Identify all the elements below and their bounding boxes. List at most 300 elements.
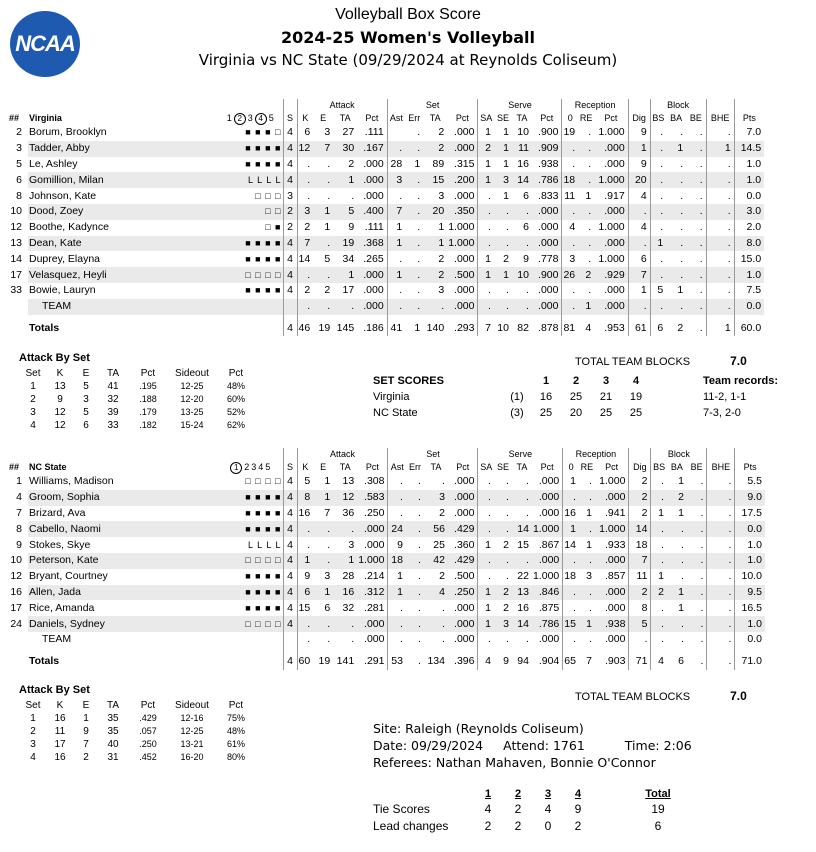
- col-spct: Pct: [455, 112, 469, 123]
- tie-set-header: 1: [484, 787, 492, 800]
- stat-srta: 6: [523, 189, 529, 202]
- sets-started: L L L L: [218, 172, 283, 188]
- stat-pts: 14.5: [734, 141, 764, 157]
- attack-by-set-cell: 80%: [226, 752, 245, 762]
- player-name: Cabello, Naomi: [28, 521, 218, 537]
- player-row: [8, 521, 765, 537]
- stat-r0: .: [563, 632, 579, 648]
- stat-se: .: [494, 553, 512, 569]
- stat-ta: .: [351, 633, 355, 646]
- group-header: [628, 99, 650, 111]
- stat-e: .: [327, 538, 331, 551]
- stat-s: 3: [283, 188, 297, 204]
- stat-be: .: [687, 521, 707, 537]
- col-ba: BA: [670, 461, 683, 472]
- stat-sa: 1: [478, 172, 494, 188]
- player-name: Le, Ashley: [29, 157, 78, 170]
- referees-line: Referees: Nathan Mahaven, Bonnie O'Connor: [373, 755, 656, 770]
- total-sa: 4: [478, 648, 494, 670]
- stat-spct: .000: [454, 126, 475, 139]
- total-dig: 71: [629, 648, 651, 670]
- group-header: [283, 99, 297, 111]
- col-srta: TA: [516, 461, 528, 472]
- stat-err: .: [418, 570, 421, 583]
- attack-by-set-cell: 13-21: [180, 739, 204, 749]
- stat-dig: 7: [628, 267, 650, 283]
- stat-be: .: [700, 475, 704, 488]
- attack-by-set-cell: .179: [139, 407, 157, 417]
- stat-re: .: [579, 521, 595, 537]
- stat-pct: .167: [357, 141, 387, 157]
- game-time: Time: 2:06: [624, 738, 692, 753]
- player-row: [8, 616, 765, 632]
- stat-srta: 14: [512, 521, 532, 537]
- stat-srta: .: [526, 633, 529, 646]
- stat-ta: 2: [348, 157, 355, 170]
- tie-value: 2: [574, 819, 582, 833]
- attack-by-set-cell: 4: [30, 752, 36, 763]
- stat-sta: 89: [432, 157, 445, 170]
- stat-be: .: [686, 204, 706, 220]
- col-err: Err: [408, 112, 421, 123]
- set-scores: [373, 373, 778, 421]
- stat-bs: .: [651, 474, 667, 490]
- stat-be: .: [686, 299, 706, 315]
- set-label: 1: [226, 112, 232, 123]
- stat-sa: .: [478, 188, 494, 204]
- stat-ba: .: [667, 616, 687, 632]
- col-ta: TA: [339, 461, 351, 472]
- stat-sa: .: [478, 220, 494, 236]
- attack-by-set-col: K: [56, 368, 64, 379]
- stat-e: .: [313, 172, 333, 188]
- stat-sa: 1: [478, 537, 494, 553]
- stat-ba: 1: [678, 601, 684, 614]
- tie-row-label: Lead changes: [373, 819, 449, 833]
- player-name: Bowie, Lauryn: [29, 284, 96, 297]
- stat-ta: .: [333, 521, 357, 537]
- group-header: Set: [388, 448, 478, 460]
- player-number: 12: [10, 570, 22, 583]
- stat-srta: .: [512, 553, 532, 569]
- attack-by-set-col: Pct: [228, 368, 244, 379]
- attack-by-set-cell: 5: [83, 407, 89, 418]
- stat-k: .: [297, 157, 313, 173]
- stat-bs: .: [651, 553, 667, 569]
- stat-srta: 14: [512, 172, 532, 188]
- sets-started: □ □ □ □: [218, 616, 283, 632]
- group-header: Set: [387, 99, 478, 111]
- col-se: SE: [496, 461, 509, 472]
- stat-pct: .308: [364, 475, 385, 488]
- player-number: 4: [8, 490, 28, 506]
- stat-re: .: [579, 490, 595, 506]
- sets-started: ■ ■ ■ ■: [245, 507, 282, 518]
- tie-value: 4: [484, 802, 492, 816]
- stat-srpct: .900: [538, 126, 559, 139]
- group-header: [283, 448, 297, 460]
- stat-s: 2: [283, 204, 297, 220]
- attack-by-set-cell: 11: [54, 726, 66, 737]
- stat-srta: 9: [523, 252, 529, 265]
- sets-started: ■ ■ ■ ■: [245, 571, 282, 582]
- stat-sta: 1: [423, 236, 447, 252]
- stat-srpct: .900: [532, 267, 562, 283]
- stat-ast: 3: [387, 172, 405, 188]
- stat-srta: .: [526, 475, 529, 488]
- attack-by-set-cell: 52%: [226, 407, 245, 417]
- stat-srta: 10: [517, 126, 529, 139]
- stat-sta: 4: [424, 585, 448, 601]
- stat-bhe: .: [706, 299, 734, 315]
- col-be: BE: [689, 112, 702, 123]
- total-srta: 94: [517, 655, 529, 668]
- player-row: [8, 537, 765, 553]
- col-r0: 0: [562, 111, 578, 125]
- stat-e: 1: [324, 221, 331, 234]
- stat-pct: .000: [357, 172, 387, 188]
- stat-s: 4: [283, 236, 297, 252]
- stat-sta: .: [423, 299, 447, 315]
- col-err: Err: [408, 461, 421, 472]
- stat-spct: .000: [454, 252, 475, 265]
- attack-by-set-row: [20, 725, 256, 738]
- stat-sta: 2: [423, 267, 447, 283]
- group-header: [734, 99, 764, 111]
- stat-dig: 18: [629, 537, 651, 553]
- stat-err: .: [405, 172, 423, 188]
- stat-e: .: [313, 521, 333, 537]
- stat-dig: 5: [629, 616, 651, 632]
- stat-re: .: [578, 172, 594, 188]
- stat-bhe: .: [707, 537, 735, 553]
- stat-srpct: 1.000: [532, 570, 560, 583]
- col-s: S: [283, 111, 297, 125]
- stat-sta: 2: [439, 570, 445, 583]
- stat-e: 1: [324, 475, 331, 488]
- player-name: Tadder, Abby: [28, 141, 218, 157]
- stat-e: .: [313, 553, 333, 569]
- stat-bhe: .: [707, 521, 735, 537]
- stat-dig: .: [628, 236, 650, 252]
- stat-e: .: [327, 189, 331, 202]
- stat-ast: 1: [388, 569, 406, 585]
- stat-dig: 9: [628, 125, 650, 141]
- total-pts: 60.0: [734, 315, 764, 337]
- stat-spct: .000: [447, 299, 478, 315]
- stat-srpct: .000: [532, 299, 562, 315]
- stat-srta: 22: [517, 570, 529, 583]
- stat-be: .: [699, 189, 703, 202]
- stat-err: .: [406, 521, 424, 537]
- stat-sa: .: [478, 569, 494, 585]
- attack-by-set-cell: .250: [139, 739, 157, 749]
- stat-se: 1: [494, 267, 512, 283]
- stat-se: .: [506, 221, 509, 234]
- stat-k: .: [297, 299, 313, 315]
- tie-value: 2: [484, 819, 492, 833]
- stat-err: .: [405, 141, 423, 157]
- stat-bhe: .: [707, 585, 735, 601]
- attack-by-set-cell: .195: [139, 381, 157, 391]
- player-name: TEAM: [42, 633, 72, 646]
- stat-sa: .: [478, 553, 494, 569]
- stat-r0: 11: [562, 188, 578, 204]
- stat-r0: .: [562, 299, 578, 315]
- total-ta: 141: [336, 655, 355, 668]
- group-header: Block: [650, 99, 706, 111]
- stat-r0: 15: [563, 616, 579, 632]
- stat-err: .: [417, 126, 421, 139]
- stat-rpct: .000: [595, 553, 629, 569]
- stat-k: 14: [297, 251, 313, 267]
- total-sta: 134: [427, 655, 445, 668]
- stat-ast: .: [387, 251, 405, 267]
- stat-pts: 0.0: [735, 632, 765, 648]
- team-record: 11-2, 1-1: [703, 391, 747, 403]
- column-header-row: [8, 460, 765, 474]
- tie-total: 6: [654, 819, 662, 833]
- stat-bs: .: [651, 521, 667, 537]
- stat-ba: .: [680, 189, 684, 202]
- stat-bhe: .: [706, 220, 734, 236]
- stat-ba: .: [681, 538, 684, 551]
- stat-r0: .: [562, 157, 578, 173]
- team-name: NC State: [29, 461, 67, 472]
- player-number: 3: [8, 141, 28, 157]
- stat-k: 12: [297, 141, 313, 157]
- stat-se: 3: [494, 616, 512, 632]
- group-header-row: [8, 448, 765, 460]
- stat-dig: 14: [629, 521, 651, 537]
- stat-srta: .: [526, 506, 529, 519]
- stat-s: 4: [283, 521, 297, 537]
- virginia-attack-by-set-title: Attack By Set: [19, 352, 90, 364]
- stat-ta: 1: [333, 553, 357, 569]
- stat-bs: 2: [651, 585, 667, 601]
- stat-be: .: [686, 267, 706, 283]
- set-label: 3: [247, 112, 253, 123]
- set-score: 20: [569, 407, 583, 419]
- player-number: 1: [16, 475, 22, 488]
- stat-bs: .: [650, 204, 666, 220]
- stat-bhe: .: [706, 125, 734, 141]
- stat-srpct: .875: [538, 601, 560, 614]
- stat-pts: 0.0: [734, 188, 764, 204]
- sets-started: ■ ■ ■ ■: [245, 158, 282, 169]
- stat-spct: .000: [454, 189, 475, 202]
- totals-row: [8, 315, 764, 337]
- set-started-header: [218, 460, 283, 474]
- stat-pct: .281: [364, 601, 385, 614]
- stat-sta: 42: [424, 553, 448, 569]
- stat-ba: .: [666, 299, 686, 315]
- stat-ba: .: [667, 521, 687, 537]
- stat-sta: 25: [433, 538, 445, 551]
- attack-by-set-cell: 33: [107, 420, 119, 431]
- player-row: [8, 490, 765, 506]
- attack-by-set-cell: 13: [54, 381, 66, 392]
- stat-rpct: .000: [605, 601, 626, 614]
- attack-by-set-col: Pct: [228, 700, 244, 711]
- stat-rpct: 1.000: [595, 521, 629, 537]
- player-name: Borum, Brooklyn: [29, 126, 107, 139]
- stat-rpct: .000: [594, 204, 628, 220]
- attack-by-set-cell: 4: [30, 420, 36, 431]
- stat-re: 1: [586, 506, 592, 519]
- col-sta: TA: [429, 112, 441, 123]
- stat-r0: .: [563, 600, 579, 616]
- attack-by-set-cell: 39: [107, 407, 119, 418]
- sets-started: ■ ■ ■ ■: [245, 253, 282, 264]
- player-name: Velasquez, Heyli: [28, 267, 218, 283]
- sets-started: ■ ■ ■ ■: [218, 521, 283, 537]
- stat-r0: .: [563, 585, 579, 601]
- stat-sa: 2: [478, 141, 494, 157]
- stat-sa: .: [478, 236, 494, 252]
- col-r0: 0: [563, 460, 579, 474]
- total-pct: .186: [363, 321, 384, 334]
- stat-bhe: .: [706, 188, 734, 204]
- stat-se: .: [506, 475, 509, 488]
- stat-k: .: [297, 188, 313, 204]
- group-header: [629, 448, 651, 460]
- stat-bhe: .: [707, 506, 735, 522]
- stat-k: 7: [297, 236, 313, 252]
- player-row: [8, 125, 764, 141]
- stat-dig: 1: [628, 141, 650, 157]
- stat-ast: .: [388, 632, 406, 648]
- total-r0: 65: [563, 648, 579, 670]
- player-number: 33: [10, 284, 22, 297]
- stat-ta: 28: [342, 570, 355, 583]
- stat-pts: 9.5: [735, 585, 765, 601]
- stat-rpct: .933: [605, 538, 626, 551]
- attack-by-set-cell: .429: [139, 713, 157, 723]
- stat-srpct: .909: [532, 141, 562, 157]
- stat-ast: .: [387, 141, 405, 157]
- stat-dig: 9: [628, 157, 650, 173]
- stat-pct: .368: [357, 236, 387, 252]
- attack-by-set-col: TA: [106, 700, 120, 711]
- stat-ba: 1: [677, 284, 684, 297]
- stat-err: .: [418, 475, 421, 488]
- stat-srta: .: [526, 284, 529, 297]
- total-e: 19: [318, 321, 331, 334]
- stat-k: .: [297, 616, 313, 632]
- group-header: [8, 448, 283, 460]
- player-name: Brizard, Ava: [29, 506, 86, 519]
- stat-r0: 18: [562, 172, 578, 188]
- player-name: Boothe, Kadynce: [29, 221, 109, 234]
- stat-srpct: .000: [538, 475, 560, 488]
- total-blocks-value: 7.0: [730, 689, 747, 703]
- stat-re: .: [588, 157, 592, 170]
- set-label: 4: [258, 461, 264, 472]
- player-row: [8, 220, 764, 236]
- player-number: 13: [8, 236, 28, 252]
- total-bhe: .: [707, 648, 735, 670]
- stat-se: 1: [503, 157, 509, 170]
- stat-spct: .000: [454, 284, 475, 297]
- player-row: [8, 267, 764, 283]
- attack-by-set-cell: .057: [139, 726, 157, 736]
- sets-started: ■ ■ ■ ■: [245, 602, 282, 613]
- total-blocks-label: TOTAL TEAM BLOCKS: [575, 691, 691, 703]
- stat-spct: .000: [447, 141, 478, 157]
- stat-spct: .429: [448, 521, 478, 537]
- stat-sta: .: [442, 601, 445, 614]
- stat-se: 2: [503, 538, 509, 551]
- virginia-attack-by-set: [20, 367, 256, 432]
- player-row: [8, 236, 764, 252]
- total-r0: 81: [562, 315, 578, 337]
- total-rpct: .903: [605, 655, 626, 668]
- player-row: [8, 553, 765, 569]
- total-blocks-value: 7.0: [730, 354, 747, 368]
- stat-ast: .: [388, 600, 406, 616]
- stat-bs: .: [650, 188, 666, 204]
- col-k: K: [297, 460, 313, 474]
- col-sa: SA: [478, 111, 494, 125]
- stat-se: .: [506, 633, 509, 646]
- stat-sa: .: [478, 204, 494, 220]
- total-ast: 53: [388, 648, 406, 670]
- stat-be: .: [700, 601, 704, 614]
- total-spct: .396: [454, 655, 475, 668]
- sets-won: (1): [510, 391, 524, 403]
- sets-started: □ ■: [265, 222, 282, 233]
- stat-se: .: [494, 490, 512, 506]
- attack-by-set-cell: 3: [30, 407, 36, 418]
- stat-rpct: 1.000: [598, 221, 625, 234]
- stat-bs: 1: [651, 506, 667, 522]
- stat-ast: .: [388, 474, 406, 490]
- stat-ba: .: [666, 267, 686, 283]
- stat-pct: .400: [357, 204, 387, 220]
- player-name: Dood, Zoey: [28, 204, 218, 220]
- col-number: ##: [9, 112, 20, 123]
- attack-by-set-cell: 1: [30, 381, 36, 392]
- attack-by-set-col: E: [82, 700, 90, 711]
- attack-by-set-cell: 17: [54, 739, 66, 750]
- stat-r0: .: [562, 141, 578, 157]
- stat-bs: .: [650, 157, 666, 173]
- stat-err: .: [406, 585, 424, 601]
- stat-dig: 4: [628, 188, 650, 204]
- attack-by-set-cell: 9: [57, 394, 63, 405]
- stat-k: 15: [297, 600, 313, 616]
- stat-s: 4: [283, 490, 297, 506]
- stat-s: [283, 632, 297, 648]
- stat-spct: .000: [454, 475, 475, 488]
- stat-rpct: .000: [594, 236, 628, 252]
- stat-sa: 1: [478, 616, 494, 632]
- stat-pts: 5.5: [735, 474, 765, 490]
- stat-r0: 1: [563, 521, 579, 537]
- stat-sa: .: [478, 506, 494, 522]
- stat-se: .: [494, 204, 512, 220]
- sets-started: □ □ □ □: [218, 267, 283, 283]
- stat-be: .: [700, 538, 704, 551]
- stat-re: .: [578, 204, 594, 220]
- stat-spct: .000: [448, 490, 478, 506]
- player-number: 6: [8, 172, 28, 188]
- group-header: Reception: [563, 448, 629, 460]
- set-label: 1: [230, 462, 242, 474]
- stat-ta: .: [351, 189, 355, 202]
- date-line: [373, 737, 692, 754]
